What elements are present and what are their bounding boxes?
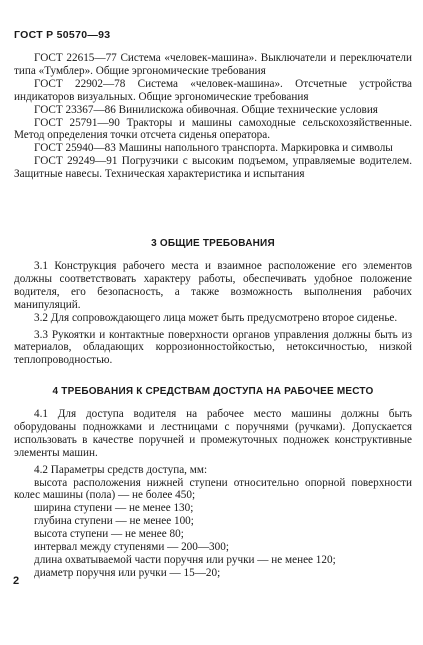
section-4-heading: 4 ТРЕБОВАНИЯ К СРЕДСТВАМ ДОСТУПА НА РАБОЧЕЕ МЕСТО bbox=[52, 386, 374, 397]
paragraph: 3.2 Для сопровождающего лица может быть предусмотрено второе сиденье. bbox=[34, 311, 398, 324]
document-header: ГОСТ Р 50570—93 bbox=[14, 29, 111, 41]
section-4-body bbox=[14, 408, 412, 580]
reference-item: ГОСТ 25940—83 Машины напольного транспорта. Маркировка и символы bbox=[34, 142, 393, 155]
reference-item: ГОСТ 22902—78 Система «человек-машина». Отсчетные устройства индикаторов визуальных. Общие эргономические требования bbox=[14, 77, 412, 103]
paragraph: 4.2 Параметры средств доступа, мм: bbox=[34, 463, 208, 476]
list-item: длина охватываемой части поручня или ручки — не менее 120; bbox=[34, 553, 336, 566]
paragraph: 3.3 Рукоятки и контактные поверхности органов управления должны быть из материалов, обладающих коррозионностойкостью, нетоксичностью, низкой теплопроводностью. bbox=[14, 328, 412, 367]
section-3-heading: 3 ОБЩИЕ ТРЕБОВАНИЯ bbox=[151, 238, 275, 249]
reference-item: ГОСТ 29249—91 Погрузчики с высоким подъемом, управляемые водителем. Защитные навесы. Техническая характеристика и испытания bbox=[14, 155, 412, 181]
reference-item: ГОСТ 25791—90 Тракторы и машины самоходные сельскохозяйственные. Метод определения точки отсчета сиденья оператора. bbox=[14, 116, 412, 142]
page-number: 2 bbox=[13, 575, 20, 587]
paragraph: высота расположения нижней ступени относительно опорной поверхности колес машины (пола) — не более 450; bbox=[14, 476, 412, 502]
list-item: диаметр поручня или ручки — 15—20; bbox=[34, 566, 221, 579]
list-item: интервал между ступенями — 200—300; bbox=[34, 541, 229, 554]
reference-item: ГОСТ 22615—77 Система «человек-машина». Выключатели и переключатели типа «Тумблер». Общие эргономические требования bbox=[14, 52, 412, 77]
reference-item: ГОСТ 23367—86 Винилискожа обивочная. Общие технические условия bbox=[34, 103, 378, 116]
list-item: ширина ступени — не менее 130; bbox=[34, 502, 194, 515]
paragraph: 4.1 Для доступа водителя на рабочее место машины должны быть оборудованы подножками и лестницами с поручнями (ручками). Допускается использовать в качестве поручней и промежуточных подножек конструктивные элементы машин. bbox=[14, 408, 412, 459]
references-list bbox=[14, 52, 412, 181]
paragraph: 3.1 Конструкция рабочего места и взаимное расположение его элементов должны соответствовать характеру работы, обеспечивать удобное положение водителя, его безопасность, а также возможность выполнения рабочих манипуляций. bbox=[14, 260, 412, 311]
section-3-body bbox=[14, 260, 412, 367]
list-item: глубина ступени — не менее 100; bbox=[34, 515, 194, 528]
list-item: высота ступени — не менее 80; bbox=[34, 528, 184, 541]
